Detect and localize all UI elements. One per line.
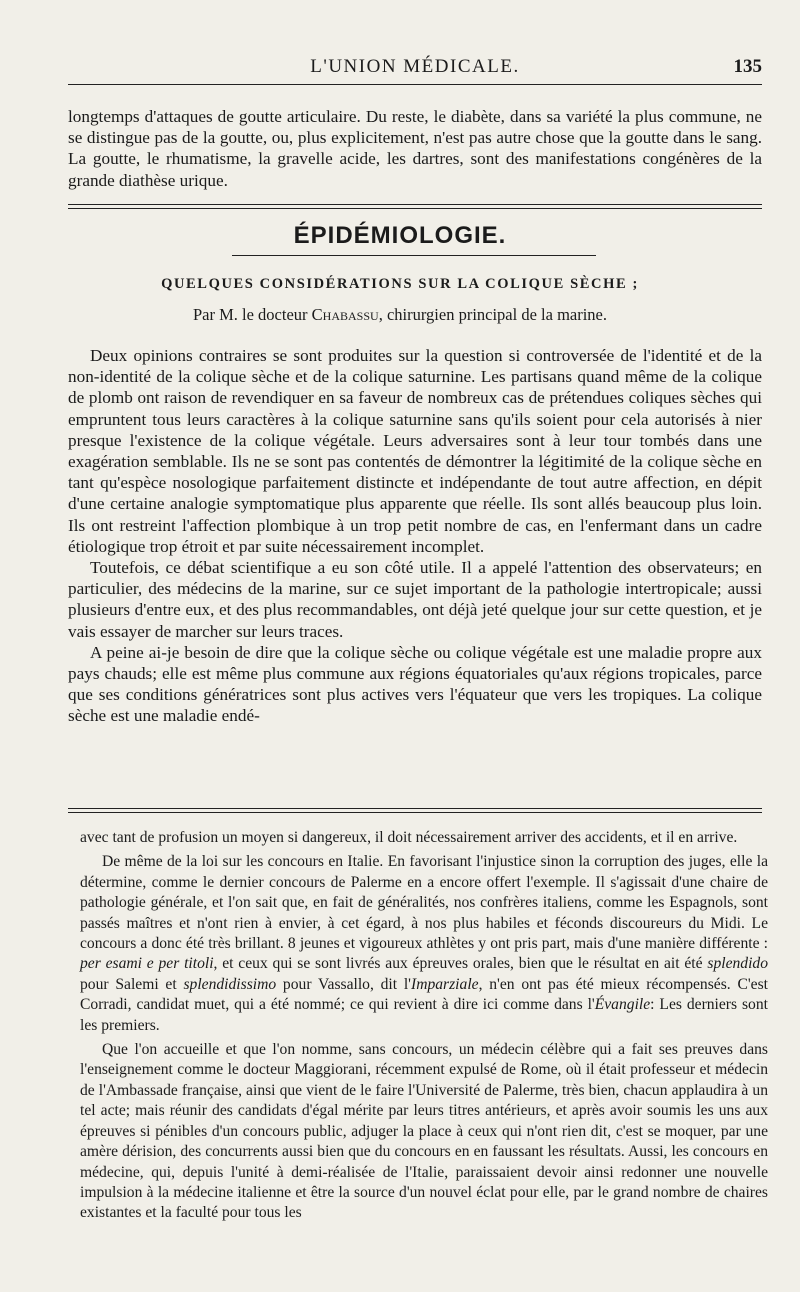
- feuilleton-text: De même de la loi sur les concours en Italie. En favorisant l'injustice sinon la corruption des juges, elle la détermine, comme le dernier concours de Palerme en a encore offert l'exemple. Il s'agissait d'une chaire de pathologie générale, et l'on sait que, en fait de généralités, nos confrères italiens, comme les Espagnols, sont passés maîtres et n'ont rien à envier, à cet égard, à nos plus habiles et féconds discoureurs du Midi. Le concours a donc été très brillant. 8 jeunes et vigoureux athlètes y ont pris part, mais d'une manière différente :: [80, 853, 768, 953]
- section-title-underline: [232, 255, 596, 256]
- feuilleton-text: pour Salemi et: [80, 975, 177, 993]
- byline: [0, 305, 800, 325]
- article-body: [68, 345, 762, 727]
- page-number: 135: [733, 56, 762, 77]
- author-name: Chabassu: [311, 305, 379, 324]
- continued-text: longtemps d'attaques de goutte articulaire. Du reste, le diabète, dans sa variété la plus commune, ne se distingue pas de la goutte, ou, plus explicitement, n'est pas autre chose que la goutte dans le sang. La goutte, le rhumatisme, la gravelle acide, les dartres, sont des manifestations congénères de la grande diathèse urique.: [68, 107, 762, 190]
- feuilleton-paragraph: avec tant de profusion un moyen si dangereux, il doit nécessairement arriver des accidents, et il en arrive.: [80, 829, 738, 846]
- italic-phrase: Évangile: [594, 996, 651, 1014]
- running-header: [68, 52, 762, 85]
- italic-phrase: splendido: [707, 955, 769, 973]
- article-paragraph: Toutefois, ce débat scientifique a eu son côté utile. Il a appelé l'attention des observateurs; en particulier, des médecins de la marine, sur ce sujet important de la pathologie intertropicale; aussi plusieurs d'entre eux, et des plus recommandables, ont déjà jeté quelque jour sur cette question, et je vais essayer de marcher sur leurs traces.: [68, 558, 762, 641]
- feuilleton-text: : Les derniers sont les premiers.: [80, 996, 768, 1034]
- article-paragraph: Deux opinions contraires se sont produites sur la question si controversée de l'identité et de la non-identité de la colique sèche et de la colique saturnine. Les partisans quand même de la colique de plomb ont raison de revendiquer en sa faveur de nombreux cas de prétendues coliques sèches qui empruntent tous leurs caractères à la colique saturnine sans qu'ils soient pour cela autorisés à nier presque l'existence de la colique végétale. Leurs adversaires sont à leur tour tombés dans une exagération semblable. Ils ne se sont pas contentés de démontrer la légitimité de la colique sèche en tant qu'espèce nosologique parfaitement distincte et indépendante de tout autre affection, en dépit d'une certaine analogie symptomatique plus apparente que réelle. Ils sont allés beaucoup plus loin. Ils ont restreint l'affection plombique à un trop petit nombre de cas, en l'enfermant dans un cadre étiologique trop étroit et par suite nécessairement incomplet.: [68, 346, 762, 556]
- feuilleton-text: , et ceux qui se sont livrés aux épreuves orales, bien que le résultat en ait été: [213, 955, 703, 973]
- feuilleton-paragraph: [80, 852, 768, 1036]
- feuilleton-divider: [68, 808, 762, 813]
- feuilleton-paragraph: Que l'on accueille et que l'on nomme, sans concours, un médecin célèbre qui a fait ses preuves dans l'enseignement comme le docteur Maggiorani, récemment expulsé de Rome, où il était professeur et médecin de l'Ambassade française, ainsi que vient de le faire l'Université de Palerme, très bien, chacun applaudira à un tel acte; mais réunir des candidats d'égal mérite par leurs titres antérieurs, et après avoir soumis les uns aux épreuves si pénibles d'un concours public, adjuger la place à ceux qui n'ont rien dit, c'est se moquer, par une amère dérision, des concurrents aussi bien que du concours en en faussant les résultats. Aussi, les concours en médecine, qui, depuis l'unité à demi-réalisée de l'Italie, paraissaient devoir ainsi redonner une nouvelle impulsion à la médecine italienne et être la source d'un nouvel éclat pour elle, par le grand nombre de chaires existantes et la faculté pour tous les: [80, 1041, 768, 1222]
- italic-phrase: splendidissimo: [183, 975, 277, 993]
- section-title: ÉPIDÉMIOLOGIE.: [293, 222, 507, 249]
- article-title: QUELQUES CONSIDÉRATIONS SUR LA COLIQUE SÈCHE ;: [161, 276, 639, 292]
- feuilleton-body: [80, 828, 768, 1228]
- italic-phrase: per esami e per titoli: [80, 955, 214, 973]
- continued-paragraph: [68, 106, 762, 191]
- journal-title: L'UNION MÉDICALE.: [310, 56, 520, 77]
- byline-suffix: , chirurgien principal de la marine.: [378, 305, 608, 324]
- feuilleton-text: , n'en ont pas été mieux récompensés. C'est Corradi, candidat muet, qui a été nommé; ce qui revient à dire ici comme dans l': [80, 975, 768, 1014]
- article-paragraph: A peine ai-je besoin de dire que la colique sèche ou colique végétale est une maladie propre aux pays chauds; elle est même plus commune aux régions équatoriales qu'aux régions tropicales, parce que ses conditions génératrices sont plus actives vers l'équateur que vers les tropiques. La colique sèche est une maladie endé-: [68, 642, 762, 726]
- italic-phrase: Imparziale: [411, 975, 479, 993]
- feuilleton-text: pour Vassallo, dit l': [282, 975, 411, 993]
- section-divider: [68, 204, 762, 209]
- byline-prefix: Par M. le docteur: [192, 305, 308, 324]
